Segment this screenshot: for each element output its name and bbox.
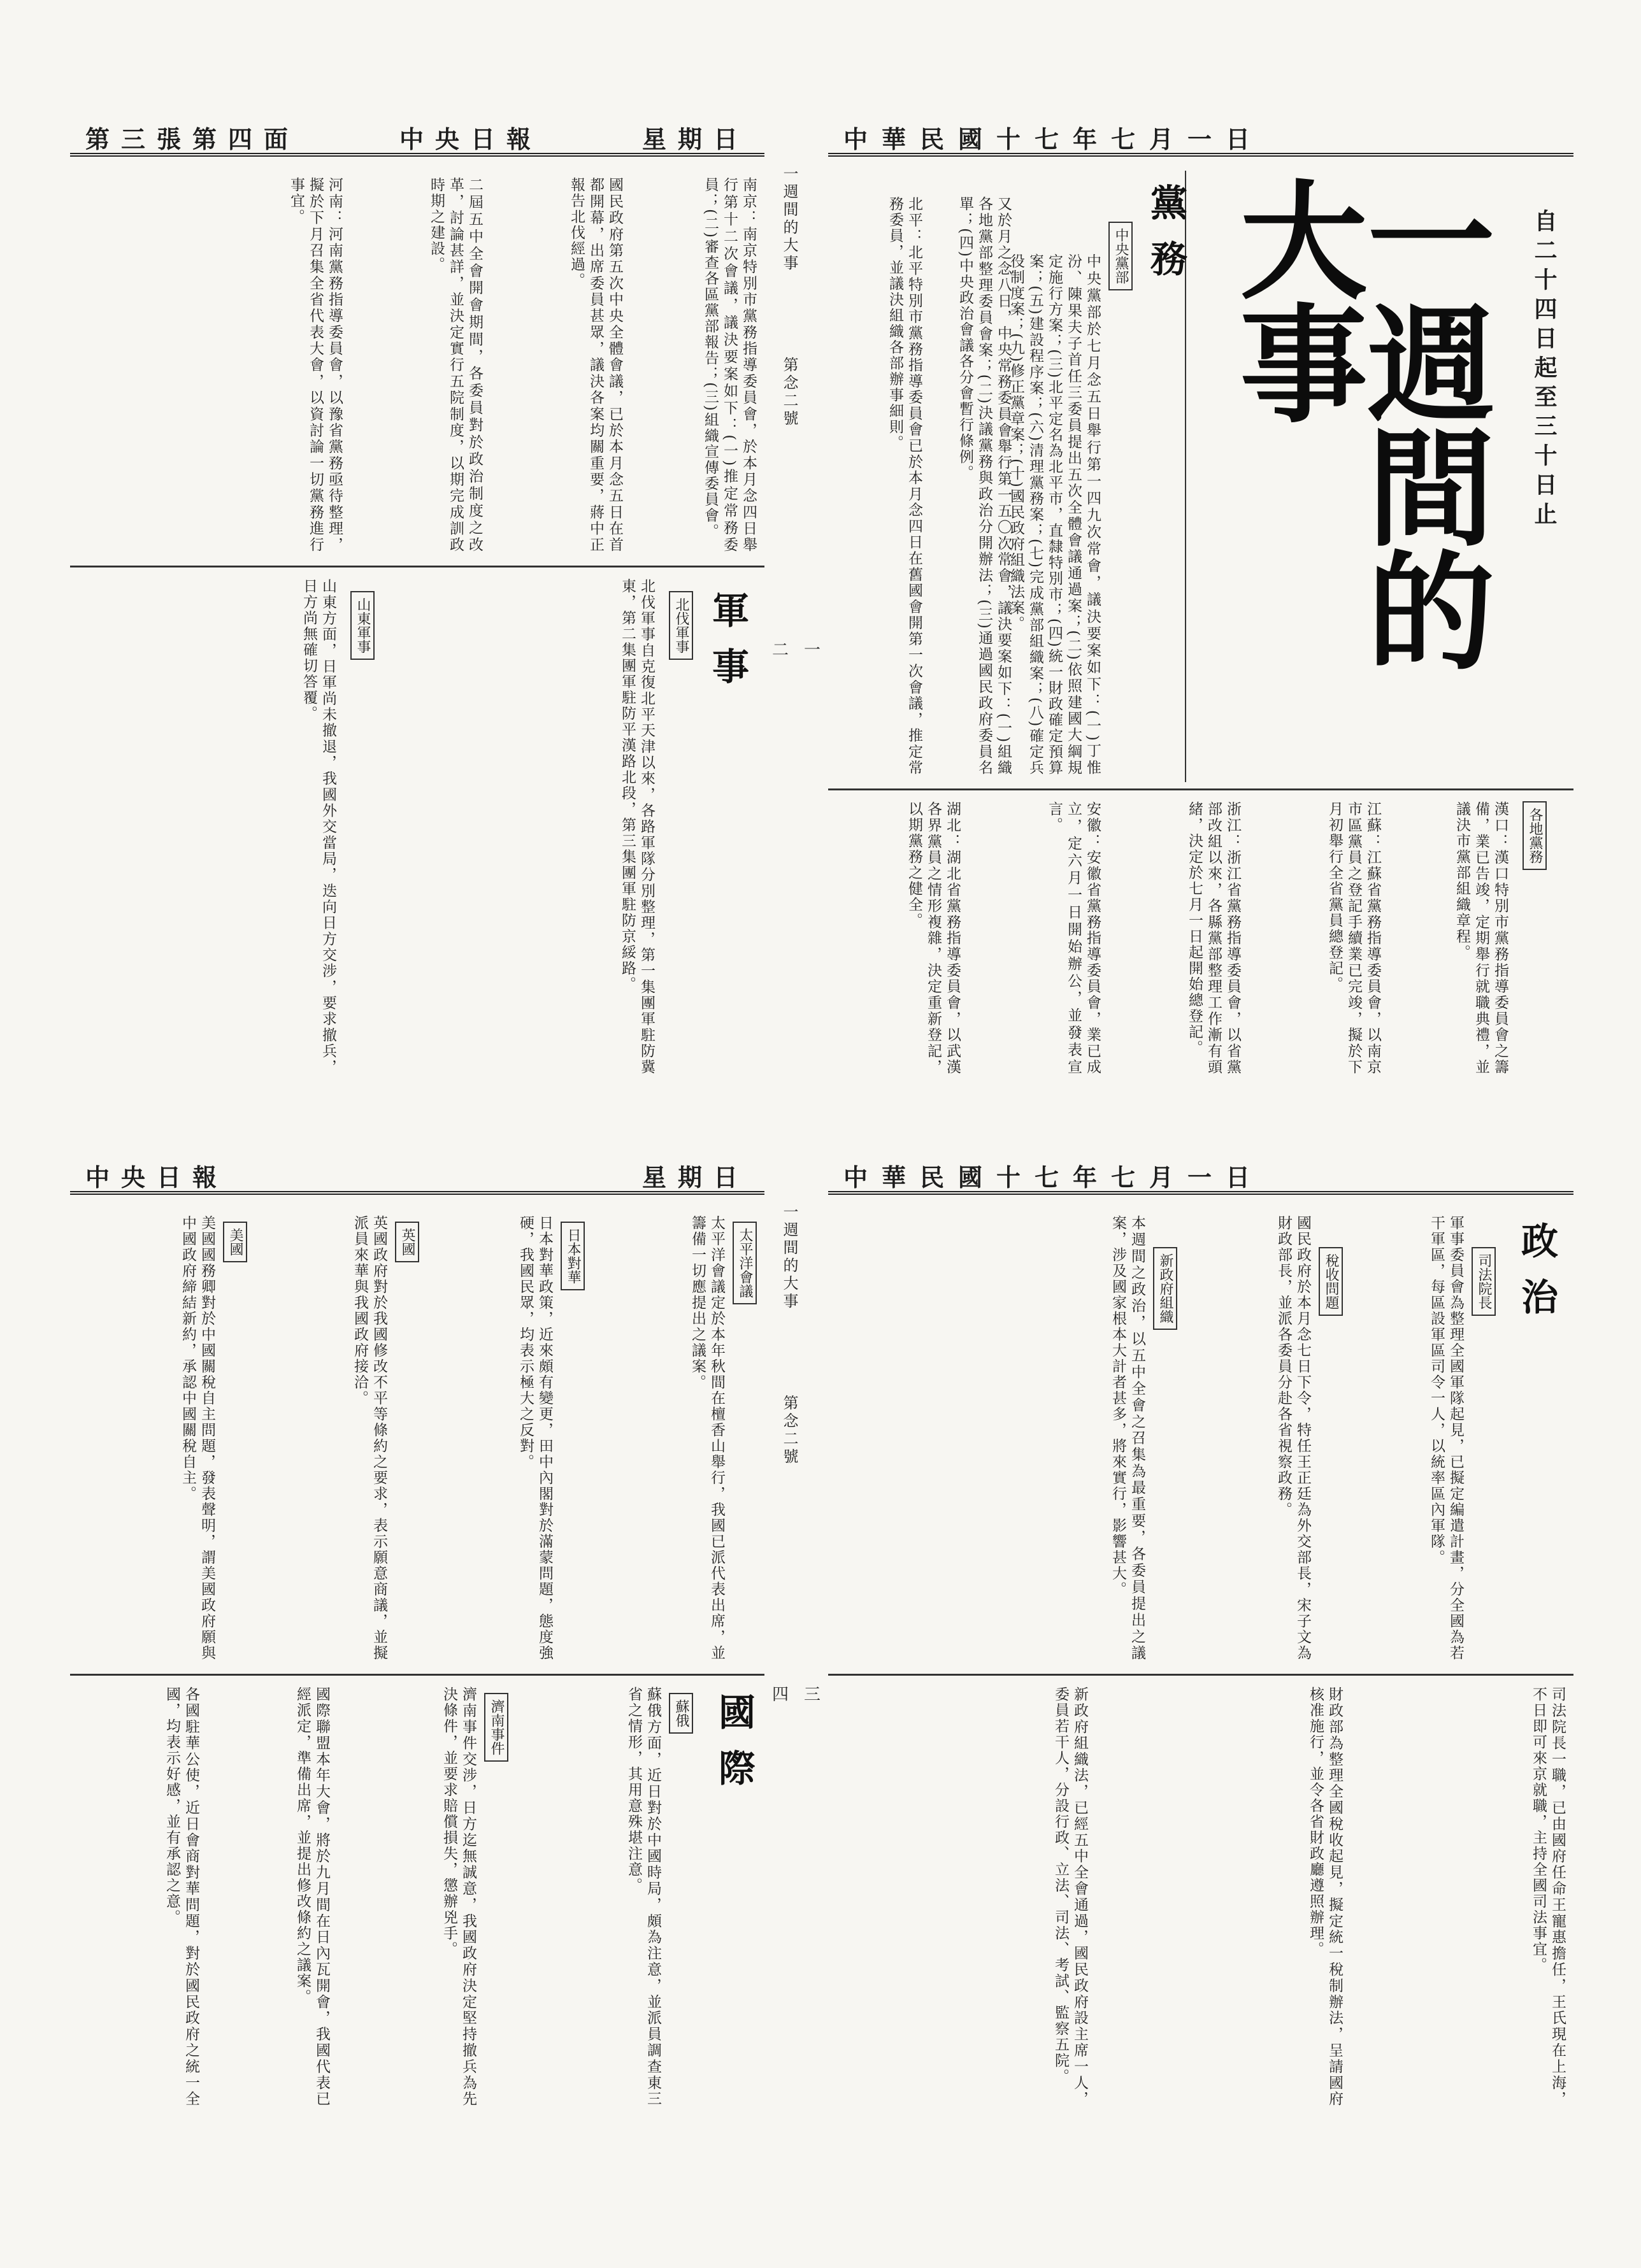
header-date: 中華民國十七年七月一日 [843,124,1265,153]
page-1-header [828,121,1573,157]
box-label-britain: 英國 [395,1222,419,1262]
page-1-body [828,171,1573,1075]
masthead-date-range: 自二十四日起至三十日止 [1531,209,1558,531]
masthead-title: 一週間的大事 [1219,175,1496,669]
section-title-politics: 政治 [1515,1222,1558,1334]
article-text: 河南：河南黨務指導委員會，以豫省黨務亟待整理，擬於下月召集全省代表大會，以資討論一切黨務進行事宜。 [288,177,343,553]
page-number-2: 二 [772,641,789,660]
page-3-header [828,1159,1573,1195]
box-label-russia: 蘇俄 [669,1693,693,1734]
article-text: 太平洋會議定於本年秋間在檀香山舉行，我國已派代表出席，並籌備一切應提出之議案。 [689,1215,725,1661]
page-2-body [70,171,764,1075]
article-text: 財政部為整理全國稅收起見，擬定統一稅制辦法，呈請國府核准施行，並令各省財政廳遵照辦理。 [1307,1687,1343,2107]
article-text: 蘇俄方面，近日對於中國時局，頗為注意，並派員調查東三省之情形，其用意殊堪注意。 [626,1687,661,2107]
header-day: 星期日 [641,1162,749,1192]
article-text: 南京：南京特別市黨務指導委員會，於本月念四日舉行第十二次會議，議決要案如下：(一)推定常務委員；(二)審查各區黨部報告；(三)組織宣傳委員會。 [702,177,757,553]
article-text: 漢口：漢口特別市黨務指導委員會之籌備，業已告竣，定期舉行就職典禮，並議決市黨部組織章程。 [1454,801,1508,1075]
section-title-military: 軍事 [706,591,749,703]
gutter-issue-bottom: 第念二號 [780,1395,798,1466]
header-paper-name: 中央日報 [399,124,542,153]
article-text: 國民政府於本月念七日下令，特任王正廷為外交部長，宋子文為財政部長，並派各委員分赴各省視察政務。 [1275,1215,1311,1661]
gutter-weekly-bottom: 一週間的大事 [780,1204,798,1311]
page-number-1: 一 [804,641,821,660]
article-text: 北伐軍事自克復北平天津以來，各路軍隊分別整理，第一集團軍駐防冀東，第二集團軍駐防平漢路北段，第三集團軍駐防京綏路。 [619,578,655,1075]
article-text: 浙江：浙江省黨務指導委員會，以省黨部改組以來，各縣黨部整理工作漸有頭緒，決定於七月一日起開始總登記。 [1186,801,1241,1075]
article-text: 各國駐華公使，近日會商對華問題，對於國民政府之統一全國，均表示好感，並有承認之意。 [164,1687,199,2107]
article-text: 中央黨部於七月念五日舉行第一四九次常會，議決要案如下：(一)丁惟汾、陳果夫子首任三委員提出五次全體會議通過案；(二)依照建國大綱規定施行方案；(三)北平定名為北平市，直隸特別市；(四)統一財政確定預算案；(五)建設程序案；(六)清理黨務案；(七)完成黨部組織案；(八)確定兵役制度案；(九)修正黨章案；(十)國民政府組織法案。 [1008,253,1101,776]
header-paper-name: 中央日報 [85,1162,229,1192]
article-text: 英國政府對於我國修改不平等條約之要求，表示願意商議，並擬派員來華與我國政府接洽。 [352,1215,387,1661]
page-2-header [70,121,764,157]
article-text: 山東方面，日軍尚未撤退，我國外交當局，迭向日方交涉，要求撤兵，日方尚無確切答覆。 [301,578,336,1075]
header-day: 星期日 [641,124,749,153]
section-title-international: 國際 [712,1693,756,1805]
article-text: 湖北：湖北省黨務指導委員會，以武漢各界黨員之情形複雜，決定重新登記，以期黨務之健全。 [906,801,961,1075]
section-title-party: 黨務 [1144,183,1187,296]
article-text: 司法院長一職，已由國府任命王寵惠擔任，王氏現在上海，不日即可來京就職，主持全國司法事宜。 [1530,1687,1566,2107]
article-text: 北平：北平特別市黨務指導委員會已於本月念四日在舊國會開第一次會議，推定常務委員，並議決組織各部辦事細則。 [887,196,922,776]
gutter-issue-top: 第念二號 [780,357,798,428]
article-text: 二屆五中全會開會期間，各委員對於政治制度之改革，討論甚詳，並決定實行五院制度，以期完成訓政時期之建設。 [428,177,483,553]
page-1 [828,121,1573,1095]
article-text: 美國國務卿對於中國關稅自主問題，發表聲明，謂美國政府願與中國政府締結新約，承認中國關稅自主。 [180,1215,215,1661]
article-text: 濟南事件交涉，日方迄無誠意，我國政府決定堅持撤兵為先決條件，並要求賠償損失，懲辦兇手。 [441,1687,477,2107]
article-text: 本週間之政治，以五中全會之召集為最重要，各委員提出之議案，涉及國家根本大計者甚多，將來實行，影響甚大。 [1110,1215,1145,1661]
box-label-taiping: 太平洋會議 [733,1222,757,1304]
box-label-japan: 日本對華 [561,1222,585,1290]
article-text: 又於月之念八日，中央常務委員會舉行第一五〇次常會，議決要案如下：(一)組織各地黨部整理委員會案；(二)決議黨務與政治分開辦法；(三)通過國民政府委員名單；(四)中央政治會議各分會暫行條例。 [957,196,1012,776]
page-2 [70,121,764,1095]
article-text: 安徽：安徽省黨務指導委員會，業已成立，定六月一日開始辦公，並發表宣言。 [1046,801,1101,1075]
page-number-3: 三 [804,1685,821,1704]
box-label-central-party: 中央黨部 [1108,222,1133,290]
page-3-body [828,1209,1573,2108]
header-date: 中華民國十七年七月一日 [843,1162,1265,1192]
box-label-north-mil: 北伐軍事 [669,591,693,660]
page-3 [828,1159,1573,2134]
page-4 [70,1159,764,2134]
box-label-usa: 美國 [223,1222,247,1262]
page-4-body [70,1209,764,2108]
article-text: 江蘇：江蘇省黨務指導委員會，以南京市區黨員之登記手續業已完竣，擬於下月初舉行全省黨員總登記。 [1326,801,1381,1075]
article-text: 軍事委員會為整理全國軍隊起見，已擬定編遣計畫，分全國為若干軍區，每區設軍區司令一人，以統率區內軍隊。 [1428,1215,1464,1661]
box-label-jinan: 濟南事件 [484,1693,508,1762]
gutter-weekly-top: 一週間的大事 [780,166,798,273]
article-text: 日本對華政策，近來頗有變更，田中內閣對於滿蒙問題，態度強硬，我國民眾，均表示極大之反對。 [517,1215,553,1661]
article-text: 國際聯盟本年大會，將於九月間在日內瓦開會，我國代表已經派定，準備出席，並提出修改條約之議案。 [294,1687,330,2107]
box-label-judicial: 司法院長 [1472,1247,1496,1316]
header-page-label: 第三張第四面 [85,124,300,153]
article-text: 國民政府第五次中央全體會議，已於本月念五日在首都開幕，出席委員甚眾，議決各案均關重要，蔣中正報告北伐經過。 [568,177,623,553]
page-4-header [70,1159,764,1195]
box-label-shandong: 山東軍事 [350,591,375,660]
box-label-tax-bureau: 稅收問題 [1319,1247,1343,1316]
article-text: 新政府組織法，已經五中全會通過，國民政府設主席一人，委員若干人，分設行政、立法、司法、考試、監察五院。 [1052,1687,1088,2107]
box-label-new-gov: 新政府組織 [1153,1247,1177,1330]
box-label-local-party: 各地黨務 [1523,801,1547,870]
page-number-4: 四 [772,1685,789,1704]
